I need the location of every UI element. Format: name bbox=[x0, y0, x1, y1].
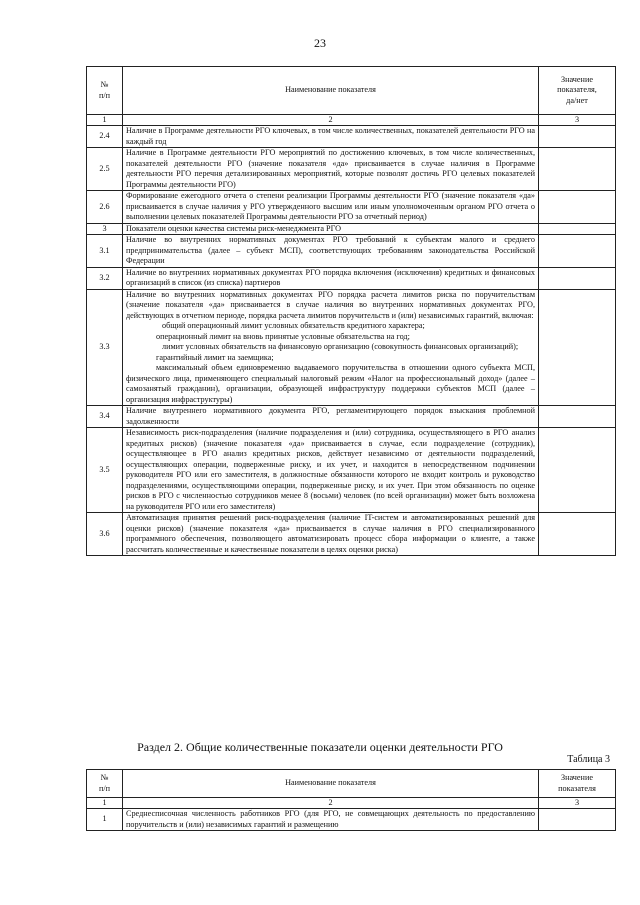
table-row bbox=[87, 235, 616, 268]
table-row bbox=[87, 809, 616, 831]
column-number: 1 bbox=[87, 115, 123, 126]
row-number: 3.3 bbox=[87, 289, 123, 406]
indicators-table-3 bbox=[86, 769, 616, 831]
indicator-value-cell bbox=[539, 126, 616, 148]
header-value: Значение показателя bbox=[539, 770, 616, 798]
indicator-name: Независимость риск-подразделения (наличие подразделения и (или) сотрудника, осуществляющего в РГО анализ кредитных рисков) (значение показателя «да» присваивается в случае, если подразделение (сотрудник), осуществляющее в РГО анализ кредитных рисков, действует независимо от деятельности подразделений, осуществляющих операции, подверженные риску, и их учет, и находится в непосредственном подчинении руководителя РГО или его заместителя, в должностные обязанности которого не входит контроль и руководство подразделениями, осуществляющими операции, подверженные риску, и их учет. При этом обязанность по оценке рисков в РГО с численностью сотрудников менее 8 (восьми) человек (по всей организации) может быть возложена на руководителя РГО или его заместителя) bbox=[123, 428, 539, 513]
indicators-table-2 bbox=[86, 66, 616, 556]
row-number: 3 bbox=[87, 223, 123, 235]
column-number-row bbox=[87, 115, 616, 126]
row-number: 3.2 bbox=[87, 267, 123, 289]
indicator-value-cell bbox=[539, 809, 616, 831]
column-number: 1 bbox=[87, 798, 123, 809]
column-number-row bbox=[87, 798, 616, 809]
indicator-value-cell bbox=[539, 191, 616, 224]
row-number: 1 bbox=[87, 809, 123, 831]
column-number: 3 bbox=[539, 798, 616, 809]
table-row bbox=[87, 289, 616, 406]
indicator-paragraph: общий операционный лимит условных обязательств кредитного характера; bbox=[162, 321, 425, 330]
indicator-paragraph: операционный лимит на вновь принятые условные обязательства на год; bbox=[156, 331, 410, 341]
header-num: № п/п bbox=[87, 770, 123, 798]
column-number: 2 bbox=[123, 115, 539, 126]
row-number: 3.5 bbox=[87, 428, 123, 513]
section-title: Показатели оценки качества системы риск-менеджмента РГО bbox=[123, 223, 539, 235]
indicator-name: Формирование ежегодного отчета о степени реализации Программы деятельности РГО (значение показателя «да» присваивается в случае наличия у РГО утвержденного высшим или иным уполномоченным органом РГО отчета о выполнении целевых показателей Программы деятельности РГО за отчетный период) bbox=[123, 191, 539, 224]
indicator-value-cell bbox=[539, 513, 616, 556]
indicator-value-cell bbox=[539, 289, 616, 406]
table-header-row bbox=[87, 67, 616, 115]
table-row bbox=[87, 223, 616, 235]
indicator-name: Автоматизация принятия решений риск-подразделения (наличие IT-систем и автоматизированных решений для оценки рисков) (значение показателя «да» присваивается в случае наличия в РГО специализированного программного обеспечения, позволяющего автоматизировать процесс сбора информации о клиенте, а также рассчитать количественные и качественные показатели в целях оценки риска) bbox=[123, 513, 539, 556]
indicator-value-cell bbox=[539, 406, 616, 428]
indicator-name: Наличие в Программе деятельности РГО ключевых, в том числе количественных, показателей деятельности РГО на каждый год bbox=[123, 126, 539, 148]
row-number: 2.4 bbox=[87, 126, 123, 148]
row-number: 2.5 bbox=[87, 148, 123, 191]
indicator-paragraph: максимальный объем единовременно выдаваемого поручительства в отношении одного субъекта МСП, физического лица, применяющего специальный налоговый режим «Налог на профессиональный доход» (далее – самозанятый гражданин), организации, образующей инфраструктуру поддержки субъектов МСП (далее – организация инфраструктуры) bbox=[126, 363, 535, 404]
table-row bbox=[87, 428, 616, 513]
table-row bbox=[87, 148, 616, 191]
indicator-paragraph: лимит условных обязательств на финансовую организацию (совокупность финансовых организаций); bbox=[162, 342, 519, 351]
indicator-paragraph: Наличие во внутренних нормативных документах РГО порядка расчета лимитов риска по поручительствам (значение показателя «да» присваивается в случае наличия во внутренних нормативных документах РГО, действующих в отчетном периоде, порядка расчета лимитов поручительств и (или) независимых гарантий, включая: bbox=[126, 289, 535, 320]
indicator-name: Наличие во внутренних нормативных документах РГО требований к субъектам малого и среднего предпринимательства (далее – субъект МСП), соответствующих требованиям законодательства Российской Федерации bbox=[123, 235, 539, 268]
table-row bbox=[87, 126, 616, 148]
row-number: 2.6 bbox=[87, 191, 123, 224]
column-number: 3 bbox=[539, 115, 616, 126]
section-heading: Раздел 2. Общие количественные показатели оценки деятельности РГО bbox=[137, 740, 503, 754]
table-row bbox=[87, 513, 616, 556]
indicator-value-cell bbox=[539, 267, 616, 289]
indicator-name: Среднесписочная численность работников РГО (для РГО, не совмещающих деятельность по предоставлению поручительств и (или) независимых гарантий и размещению bbox=[123, 809, 539, 831]
header-name: Наименование показателя bbox=[123, 67, 539, 115]
indicator-name: Наличие в Программе деятельности РГО мероприятий по достижению ключевых, в том числе количественных, показателей деятельности РГО (значение показателя «да» присваивается в случае наличия в Программе деятельности РГО перечня детализированных мероприятий, которые позволят достичь РГО целевых показателей Программы деятельности РГО) bbox=[123, 148, 539, 191]
page-number: 23 bbox=[314, 36, 326, 50]
indicator-value-cell bbox=[539, 223, 616, 235]
table-row bbox=[87, 191, 616, 224]
indicator-name: Наличие во внутренних нормативных документах РГО порядка включения (исключения) кредитных и финансовых организаций в список (из списка) партнеров bbox=[123, 267, 539, 289]
header-value: Значение показателя, да/нет bbox=[539, 67, 616, 115]
indicator-value-cell bbox=[539, 148, 616, 191]
column-number: 2 bbox=[123, 798, 539, 809]
table-header-row bbox=[87, 770, 616, 798]
row-number: 3.4 bbox=[87, 406, 123, 428]
indicator-name: Наличие внутреннего нормативного документа РГО, регламентирующего порядок взыскания проблемной задолженности bbox=[123, 406, 539, 428]
row-number: 3.6 bbox=[87, 513, 123, 556]
row-number: 3.1 bbox=[87, 235, 123, 268]
header-num: № п/п bbox=[87, 67, 123, 115]
indicator-paragraph: гарантийный лимит на заемщика; bbox=[156, 352, 274, 362]
indicator-value-cell bbox=[539, 428, 616, 513]
table-label: Таблица 3 bbox=[567, 754, 610, 765]
header-name: Наименование показателя bbox=[123, 770, 539, 798]
table-row bbox=[87, 406, 616, 428]
indicator-name bbox=[123, 289, 539, 406]
indicator-value-cell bbox=[539, 235, 616, 268]
table-row bbox=[87, 267, 616, 289]
